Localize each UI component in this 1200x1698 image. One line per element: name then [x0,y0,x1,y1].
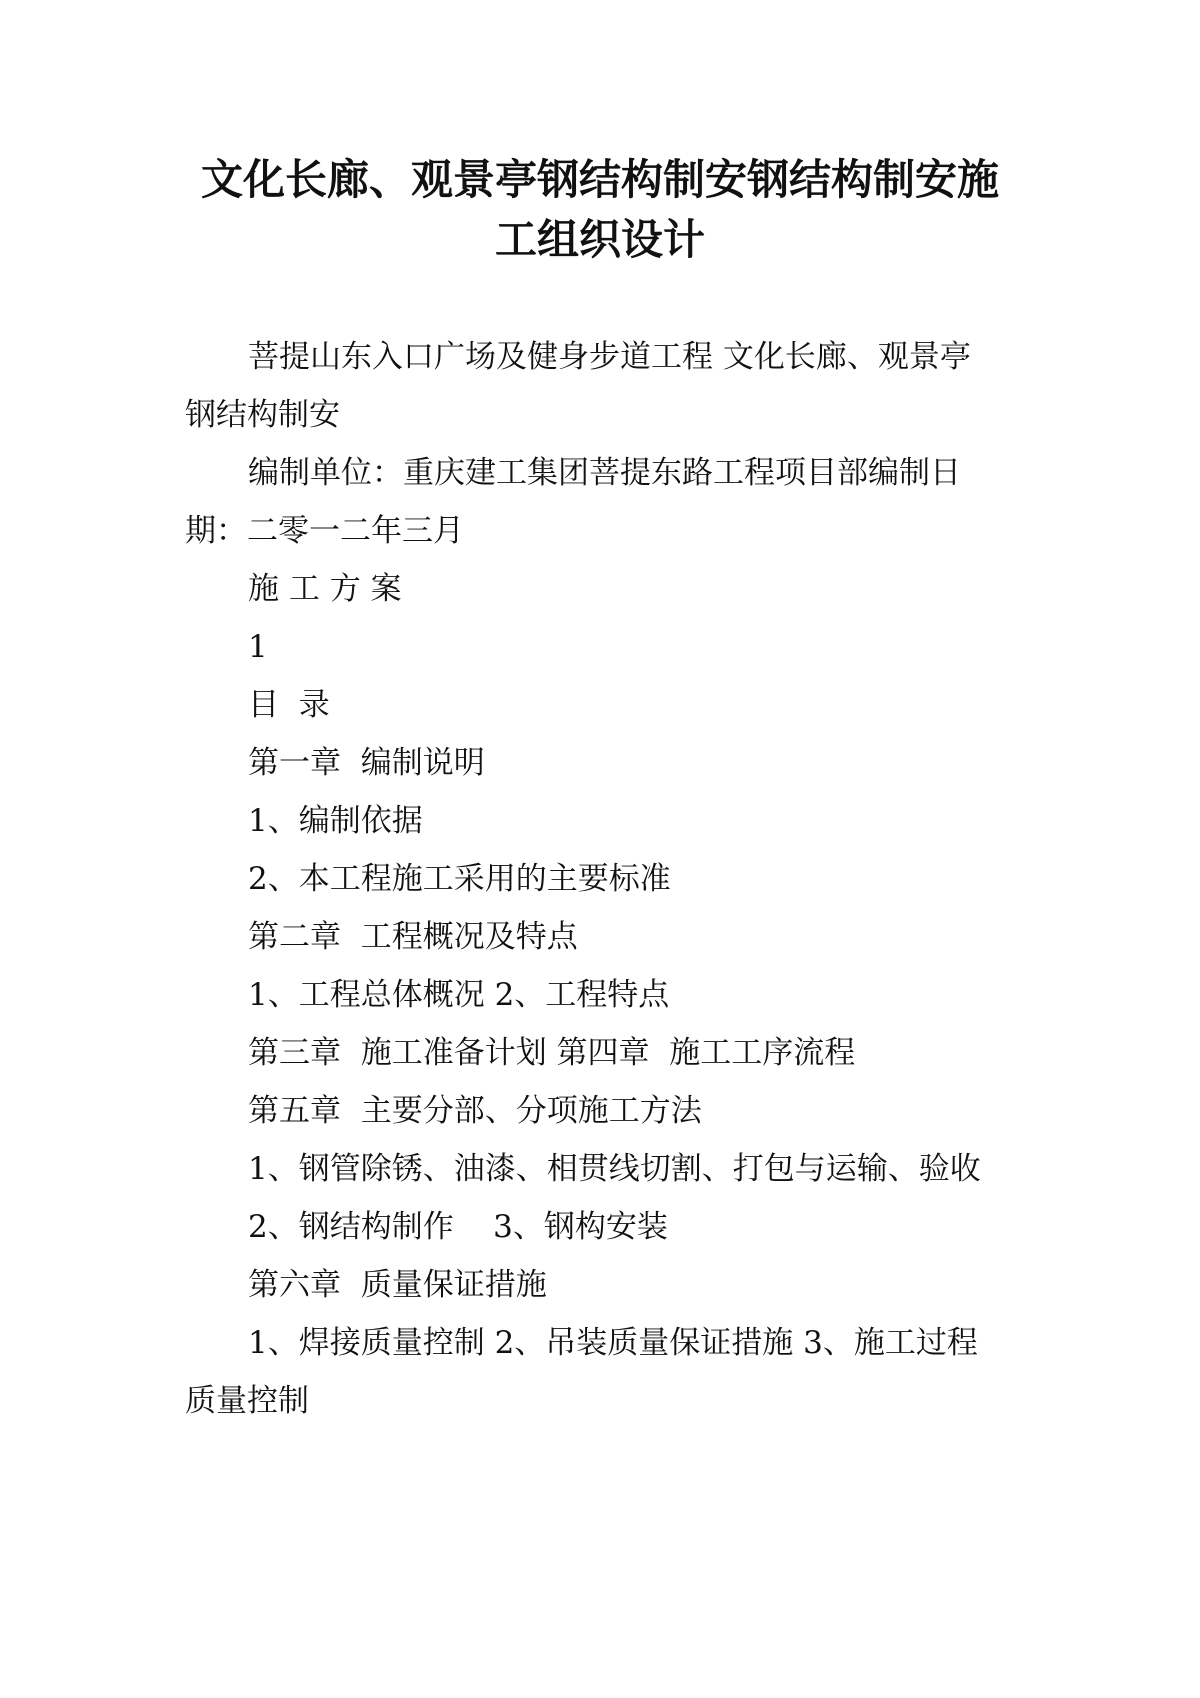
toc-item: 1、编制依据 [248,803,423,839]
project-line-2: 钢结构制安 [185,397,340,433]
page-number: 1 [248,629,268,665]
toc-item: 第三章 施工准备计划 第四章 施工工序流程 [248,1035,856,1071]
project-line-1: 菩提山东入口广场及健身步道工程 文化长廊、观景亭 [248,339,971,375]
toc-item: 1、焊接质量控制 2、吊装质量保证措施 3、施工过程 [248,1325,978,1361]
toc-heading: 目 录 [248,687,330,723]
unit-line-2: 期：二零一二年三月 [185,513,464,549]
document-title-line-1: 文化长廊、观景亭钢结构制安钢结构制安施 [200,155,999,204]
toc-item: 2、本工程施工采用的主要标准 [248,861,671,897]
toc-item: 第五章 主要分部、分项施工方法 [248,1093,702,1129]
toc-item: 第一章 编制说明 [248,745,485,781]
toc-item: 2、钢结构制作 3、钢构安装 [248,1209,668,1245]
toc-item: 1、钢管除锈、油漆、相贯线切割、打包与运输、验收 [248,1151,981,1187]
toc-item: 第二章 工程概况及特点 [248,919,578,955]
plan-heading: 施 工 方 案 [248,571,402,607]
toc-item: 第六章 质量保证措施 [248,1267,547,1303]
toc-item: 质量控制 [185,1383,309,1419]
document-title-line-2: 工组织设计 [494,215,705,264]
unit-line-1: 编制单位：重庆建工集团菩提东路工程项目部编制日 [248,455,961,491]
toc-item: 1、工程总体概况 2、工程特点 [248,977,670,1013]
